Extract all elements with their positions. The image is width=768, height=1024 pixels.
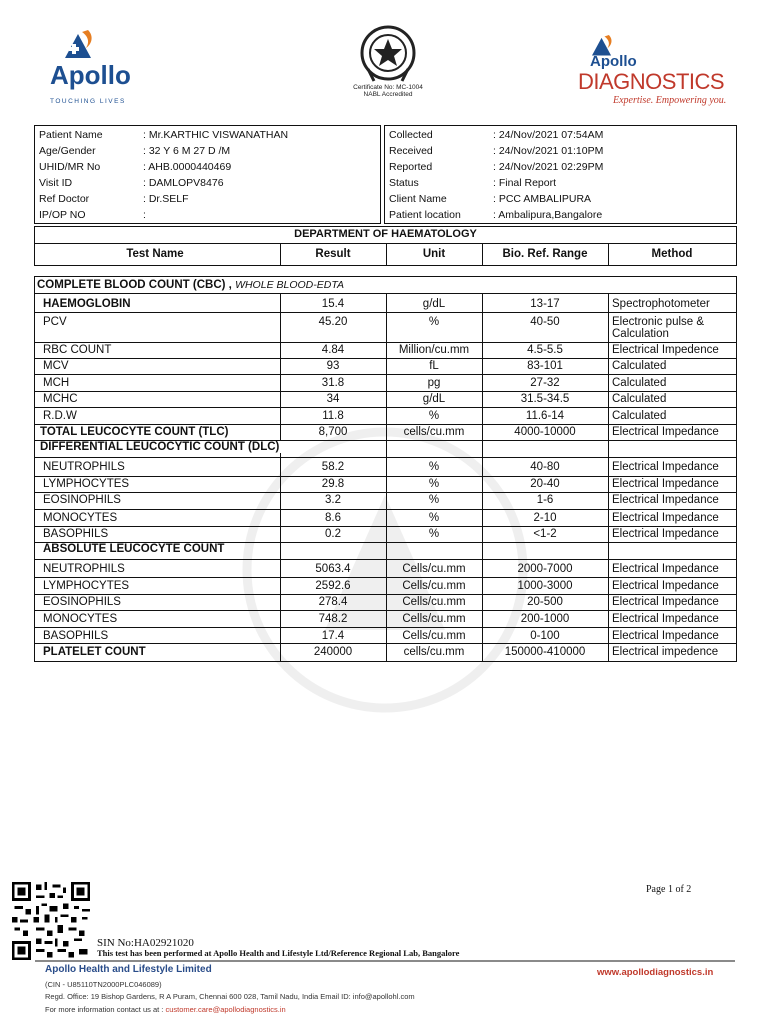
test-method: Spectrophotometer — [612, 298, 710, 310]
col-method: Method — [651, 248, 693, 260]
test-name: MONOCYTES — [43, 512, 118, 524]
test-result: 0.2 — [325, 528, 341, 540]
test-result: 31.8 — [321, 377, 345, 389]
info-value: : DAMLOPV8476 — [143, 177, 224, 189]
col-range: Bio. Ref. Range — [502, 248, 588, 260]
footer-divider — [35, 960, 735, 962]
diagnostics-wordmark: DIAGNOSTICS — [578, 69, 725, 94]
nabl-logo — [318, 25, 458, 100]
test-method: Calculated — [612, 410, 667, 422]
test-range: 31.5-34.5 — [520, 393, 570, 405]
test-unit: g/dL — [422, 298, 446, 310]
test-unit: Cells/cu.mm — [402, 580, 466, 592]
cbc-section-title — [37, 279, 344, 291]
test-name: LYMPHOCYTES — [43, 580, 130, 592]
test-method: Electrical Impedance — [612, 528, 719, 540]
test-unit: g/dL — [422, 393, 446, 405]
diagnostics-tagline: Expertise. Empowering you. — [613, 95, 727, 106]
apollo-wordmark: Apollo — [50, 60, 131, 90]
info-label: Status — [389, 177, 419, 189]
test-unit: Million/cu.mm — [398, 344, 470, 356]
cbc-title: COMPLETE BLOOD COUNT (CBC) , — [37, 279, 232, 291]
test-name: MONOCYTES — [43, 613, 118, 625]
qr-code-icon — [12, 882, 90, 960]
info-value: : — [143, 209, 146, 221]
test-method: Electrical Impedance — [612, 461, 719, 473]
info-label: UHID/MR No — [39, 161, 101, 173]
info-label: Patient location — [389, 209, 461, 221]
test-name: LYMPHOCYTES — [43, 478, 130, 490]
info-label: Collected — [389, 129, 433, 141]
info-value: : 32 Y 6 M 27 D /M — [143, 145, 231, 157]
cbc-sample-type: WHOLE BLOOD-EDTA — [235, 279, 344, 291]
test-range: 40-50 — [530, 316, 560, 328]
test-result: 45.20 — [318, 316, 348, 328]
info-label: Received — [389, 145, 433, 157]
test-range: 27-32 — [530, 377, 560, 389]
registered-office: Regd. Office: 19 Bishop Gardens, R A Puram, Chennai 600 028, Tamil Nadu, India Email ID: info@apollohl.com — [45, 992, 415, 1001]
page-number: Page 1 of 2 — [646, 884, 692, 895]
test-name: EOSINOPHILS — [43, 596, 121, 608]
test-name: MCHC — [43, 393, 78, 405]
info-value: : AHB.0000440469 — [143, 161, 232, 173]
test-result: 34 — [326, 393, 340, 405]
test-unit: % — [428, 316, 440, 328]
test-name: BASOPHILS — [43, 528, 109, 540]
info-value: : Dr.SELF — [143, 193, 189, 205]
test-method: Calculated — [612, 393, 667, 405]
test-unit: cells/cu.mm — [403, 646, 465, 658]
test-method: Electrical Impedance — [612, 494, 719, 506]
info-label: Reported — [389, 161, 433, 173]
test-name: NEUTROPHILS — [43, 563, 125, 575]
alc-section-title: ABSOLUTE LEUCOCYTE COUNT — [43, 543, 228, 555]
test-unit: % — [428, 494, 440, 506]
nabl-seal-icon — [358, 25, 418, 83]
performed-at-note: This test has been performed at Apollo Health and Lifestyle Ltd/Reference Regional Lab, Bangalore — [97, 948, 460, 958]
test-range: 0-100 — [530, 630, 560, 642]
test-range: 40-80 — [530, 461, 560, 473]
test-unit: Cells/cu.mm — [402, 613, 466, 625]
cert-number: Certificate No: MC-1004 — [353, 84, 423, 91]
test-name: MCH — [43, 377, 70, 389]
info-label: Ref Doctor — [39, 193, 90, 205]
test-unit: % — [428, 528, 440, 540]
test-range: 1-6 — [536, 494, 554, 506]
test-unit: % — [428, 461, 440, 473]
test-result: 15.4 — [321, 298, 345, 310]
test-unit: Cells/cu.mm — [402, 630, 466, 642]
test-range: 2-10 — [533, 512, 557, 524]
info-label: Age/Gender — [39, 145, 96, 157]
test-method: Calculated — [612, 377, 667, 389]
test-name: HAEMOGLOBIN — [43, 298, 131, 310]
test-result: 11.8 — [322, 410, 344, 422]
test-result: 29.8 — [321, 478, 345, 490]
info-value: : Ambalipura,Bangalore — [493, 209, 603, 221]
test-result: 5063.4 — [315, 563, 351, 575]
test-result: 8.6 — [325, 512, 341, 524]
info-value: : 24/Nov/2021 02:29PM — [493, 161, 604, 173]
contact-line — [45, 1005, 286, 1014]
diagnostics-apollo-word: Apollo — [590, 53, 637, 70]
report-info-box — [384, 125, 737, 224]
info-label: IP/OP NO — [39, 209, 86, 221]
info-value: : PCC AMBALIPURA — [493, 193, 592, 205]
patient-info-box — [34, 125, 381, 224]
test-method: Electrical Impedance — [612, 596, 719, 608]
dlc-section-title: DIFFERENTIAL LEUCOCYTIC COUNT (DLC) — [40, 441, 283, 453]
test-result: 8,700 — [318, 426, 348, 438]
test-method: Electronic pulse & — [612, 316, 705, 328]
test-name: BASOPHILS — [43, 630, 109, 642]
test-result: 3.2 — [325, 494, 341, 506]
test-name: RBC COUNT — [43, 344, 112, 356]
test-range: 20-500 — [527, 596, 563, 608]
cin-number: (CIN - U85110TN2000PLC046089) — [45, 980, 162, 989]
info-value: : 24/Nov/2021 07:54AM — [493, 129, 604, 141]
test-result: 2592.6 — [315, 580, 351, 592]
results-table — [34, 276, 737, 662]
nabl-accredited: NABL Accredited — [363, 91, 413, 98]
test-method: Electrical Impedance — [612, 580, 719, 592]
test-name: EOSINOPHILS — [43, 494, 121, 506]
test-unit: pg — [427, 377, 441, 389]
apollo-diagnostics-logo — [578, 35, 738, 110]
col-unit: Unit — [422, 248, 446, 260]
test-unit: % — [428, 478, 440, 490]
test-unit: % — [428, 512, 440, 524]
test-result: 58.2 — [321, 461, 345, 473]
test-range: 20-40 — [530, 478, 560, 490]
test-range: 4.5-5.5 — [527, 344, 563, 356]
test-range: 13-17 — [530, 298, 560, 310]
test-range: 1000-3000 — [517, 580, 573, 592]
test-name: MCV — [43, 360, 69, 372]
test-method: Calculated — [612, 360, 667, 372]
col-test-name: Test Name — [126, 248, 184, 260]
test-result: 4.84 — [321, 344, 345, 356]
info-label: Client Name — [389, 193, 447, 205]
test-name: R.D.W — [43, 410, 77, 422]
test-result: 17.4 — [321, 630, 345, 642]
test-name: PLATELET COUNT — [43, 646, 146, 658]
test-range: 200-1000 — [520, 613, 570, 625]
test-range: 150000-410000 — [504, 646, 586, 658]
col-result: Result — [315, 248, 351, 260]
apollo-logo — [40, 30, 150, 110]
test-result: 240000 — [313, 646, 353, 658]
info-value: : 24/Nov/2021 01:10PM — [493, 145, 604, 157]
test-method: Electrical Impedance — [612, 426, 719, 438]
test-name: PCV — [43, 316, 67, 328]
test-range: 2000-7000 — [517, 563, 573, 575]
info-label: Visit ID — [39, 177, 73, 189]
test-unit: Cells/cu.mm — [402, 596, 466, 608]
test-name: NEUTROPHILS — [43, 461, 125, 473]
test-method: Electrical Impedance — [612, 563, 719, 575]
department-header — [34, 226, 737, 266]
test-method: Electrical Impedence — [612, 344, 719, 356]
info-value: : Final Report — [493, 177, 557, 189]
test-unit: cells/cu.mm — [403, 426, 465, 438]
sin-number: SIN No:HA02921020 — [97, 937, 194, 949]
test-range: <1-2 — [533, 528, 557, 540]
test-method: Electrical impedence — [612, 646, 719, 658]
test-method: Electrical Impedance — [612, 613, 719, 625]
test-result: 278.4 — [318, 596, 348, 608]
apollo-emblem-icon — [60, 30, 100, 60]
test-unit: fL — [429, 360, 439, 372]
test-result: 748.2 — [318, 613, 348, 625]
test-result: 93 — [326, 360, 340, 372]
test-method: Electrical Impedance — [612, 478, 719, 490]
info-value: : Mr.KARTHIC VISWANATHAN — [143, 129, 289, 141]
test-range: 83-101 — [527, 360, 563, 372]
website-link[interactable]: www.apollodiagnostics.in — [597, 967, 714, 978]
contact-prefix: For more information contact us at : — [45, 1005, 164, 1014]
test-unit: % — [428, 410, 440, 422]
contact-email-link[interactable]: customer.care@apollodiagnostics.in — [165, 1005, 286, 1014]
company-name: Apollo Health and Lifestyle Limited — [45, 964, 212, 975]
test-method: Electrical Impedance — [612, 630, 719, 642]
test-unit: Cells/cu.mm — [402, 563, 466, 575]
department-title: DEPARTMENT OF HAEMATOLOGY — [294, 228, 477, 240]
test-range: 4000-10000 — [514, 426, 576, 438]
test-range: 11.6-14 — [525, 410, 565, 422]
test-method-line2: Calculation — [612, 328, 669, 340]
test-method: Electrical Impedance — [612, 512, 719, 524]
test-name: TOTAL LEUCOCYTE COUNT (TLC) — [40, 426, 229, 438]
info-label: Patient Name — [39, 129, 103, 141]
apollo-tagline: TOUCHING LIVES — [50, 98, 126, 105]
